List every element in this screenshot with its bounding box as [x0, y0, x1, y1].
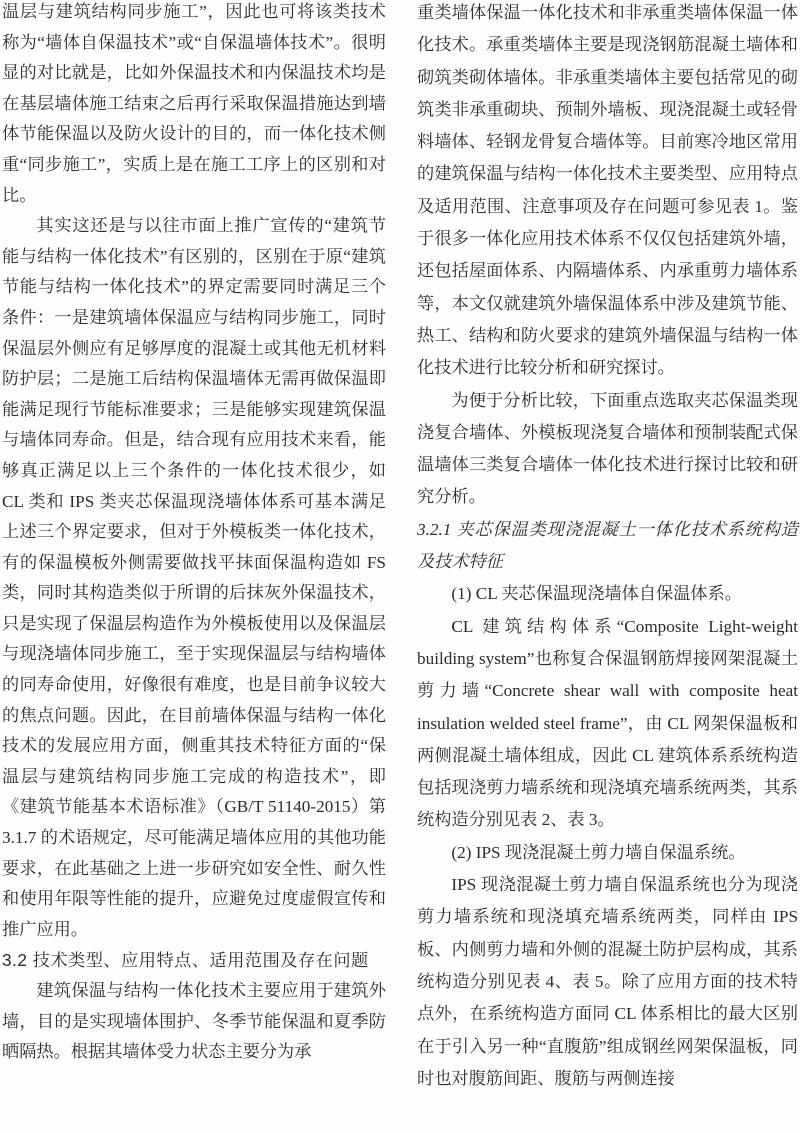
- left-column: [2, 0, 386, 1068]
- paragraph-continuation: 重类墙体保温一体化技术和非承重类墙体保温一体化技术。承重类墙体主要是现浇钢筋混凝土墙体和砌筑类砌体墙体。非承重类墙体主要包括常见的砌筑类非承重砌块、预制外墙板、现浇混凝土或轻骨料墙体、轻钢龙骨复合墙体等。目前寒冷地区常用的建筑保温与结构一体化技术主要类型、应用特点及适用范围、注意事项及存在问题可参见表 1。鉴于很多一体化应用技术体系不仅仅包括建筑外墙，还包括屋面体系、内隔墙体系、内承重剪力墙体系等，本文仅就建筑外墙保温体系中涉及建筑节能、热工、结构和防火要求的建筑外墙保温与结构一体化技术进行比较分析和研究探讨。: [417, 3, 798, 378]
- right-column: [417, 0, 798, 1095]
- paragraph: 为便于分析比较，下面重点选取夹芯保温类现浇复合墙体、外模板现浇复合墙体和预制装配式保温墙体三类复合墙体一体化技术进行探讨比较和研究分析。: [417, 390, 798, 507]
- list-item-paragraph: (2) IPS 现浇混凝土剪力墙自保温系统。: [451, 842, 746, 862]
- paragraph: 其实这还是与以往市面上推广宣传的“建筑节能与结构一体化技术”有区别的，区别在于原“建筑节能与结构一体化技术”的界定需要同时满足三个条件：一是建筑墙体保温应与结构同步施工，同时保温层外侧应有足够厚度的混凝土或其他无机材料防护层；二是施工后结构保温墙体无需再做保温即能满足现行节能标准要求；三是能够实现建筑保温与墙体同寿命。但是，结合现有应用技术来看，能够真正满足以上三个条件的一体化技术很少，如 CL 类和 IPS 类夹芯保温现浇墙体体系可基本满足上述三个界定要求，但对于外模板类一体化技术，有的保温模板外侧需要做找平抹面保温构造如 FS 类，同时其构造类似于所谓的后抹灰外保温技术，只是实现了保温层构造作为外模板使用以及保温层与现浇墙体同步施工，至于实现保温层与结构墙体的同寿命使用，好像很有难度，也是目前争议较大的焦点问题。因此，在目前墙体保温与结构一体化技术的发展应用方面，侧重其技术特征方面的“保温层与建筑结构同步施工完成的构造技术”，即《建筑节能基本术语标准》（GB/T 51140-2015）第 3.1.7 的术语规定，尽可能满足墙体应用的其他功能要求，在此基础之上进一步研究如安全性、耐久性和使用年限等性能的提升，应避免过度虚假宣传和推广应用。: [2, 216, 386, 939]
- paragraph: IPS 现浇混凝土剪力墙自保温系统也分为现浇剪力墙系统和现浇填充墙系统两类，同样由 IPS 板、内侧剪力墙和外侧的混凝土防护层构成，其系统构造分别见表 4、表 5。除了应用方面的技术特点外，在系统构造方面同 CL 体系相比的最大区别在于引入另一种“直腹筋”组成钢丝网架保温板，同时也对腹筋间距、腹筋与两侧连接: [417, 875, 798, 1088]
- paragraph: 建筑保温与结构一体化技术主要应用于建筑外墙，目的是实现墙体围护、冬季节能保温和夏季防晒隔热。根据其墙体受力状态主要分为承: [2, 981, 386, 1062]
- section-heading-3-2-1: 3.2.1 夹芯保温类现浇混凝土一体化技术系统构造及技术特征: [417, 519, 798, 572]
- paragraph-continuation: 温层与建筑结构同步施工”，因此也可将该类技术称为“墙体自保温技术”或“自保温墙体技术”。很明显的对比就是，比如外保温技术和内保温技术均是在基层墙体施工结束之后再行采取保温措施达到墙体节能保温以及防火设计的目的，而一体化技术侧重“同步施工”，实质上是在施工工序上的区别和对比。: [2, 2, 386, 205]
- section-heading-3-2: 3.2 技术类型、应用特点、适用范围及存在问题: [2, 950, 369, 971]
- list-item-paragraph: (1) CL 夹芯保温现浇墙体自保温体系。: [451, 584, 742, 604]
- paragraph: CL 建筑结构体系“Composite Light-weight building system”也称复合保温钢筋焊接网架混凝土剪力墙“Concrete shear wall with composite heat insulation welded steel frame”，由 CL 网架保温板和两侧混凝土墙体组成，因此 CL 建筑体系系统构造包括现浇剪力墙系统和现浇填充墙系统两类，其系统构造分别见表 2、表 3。: [417, 616, 798, 830]
